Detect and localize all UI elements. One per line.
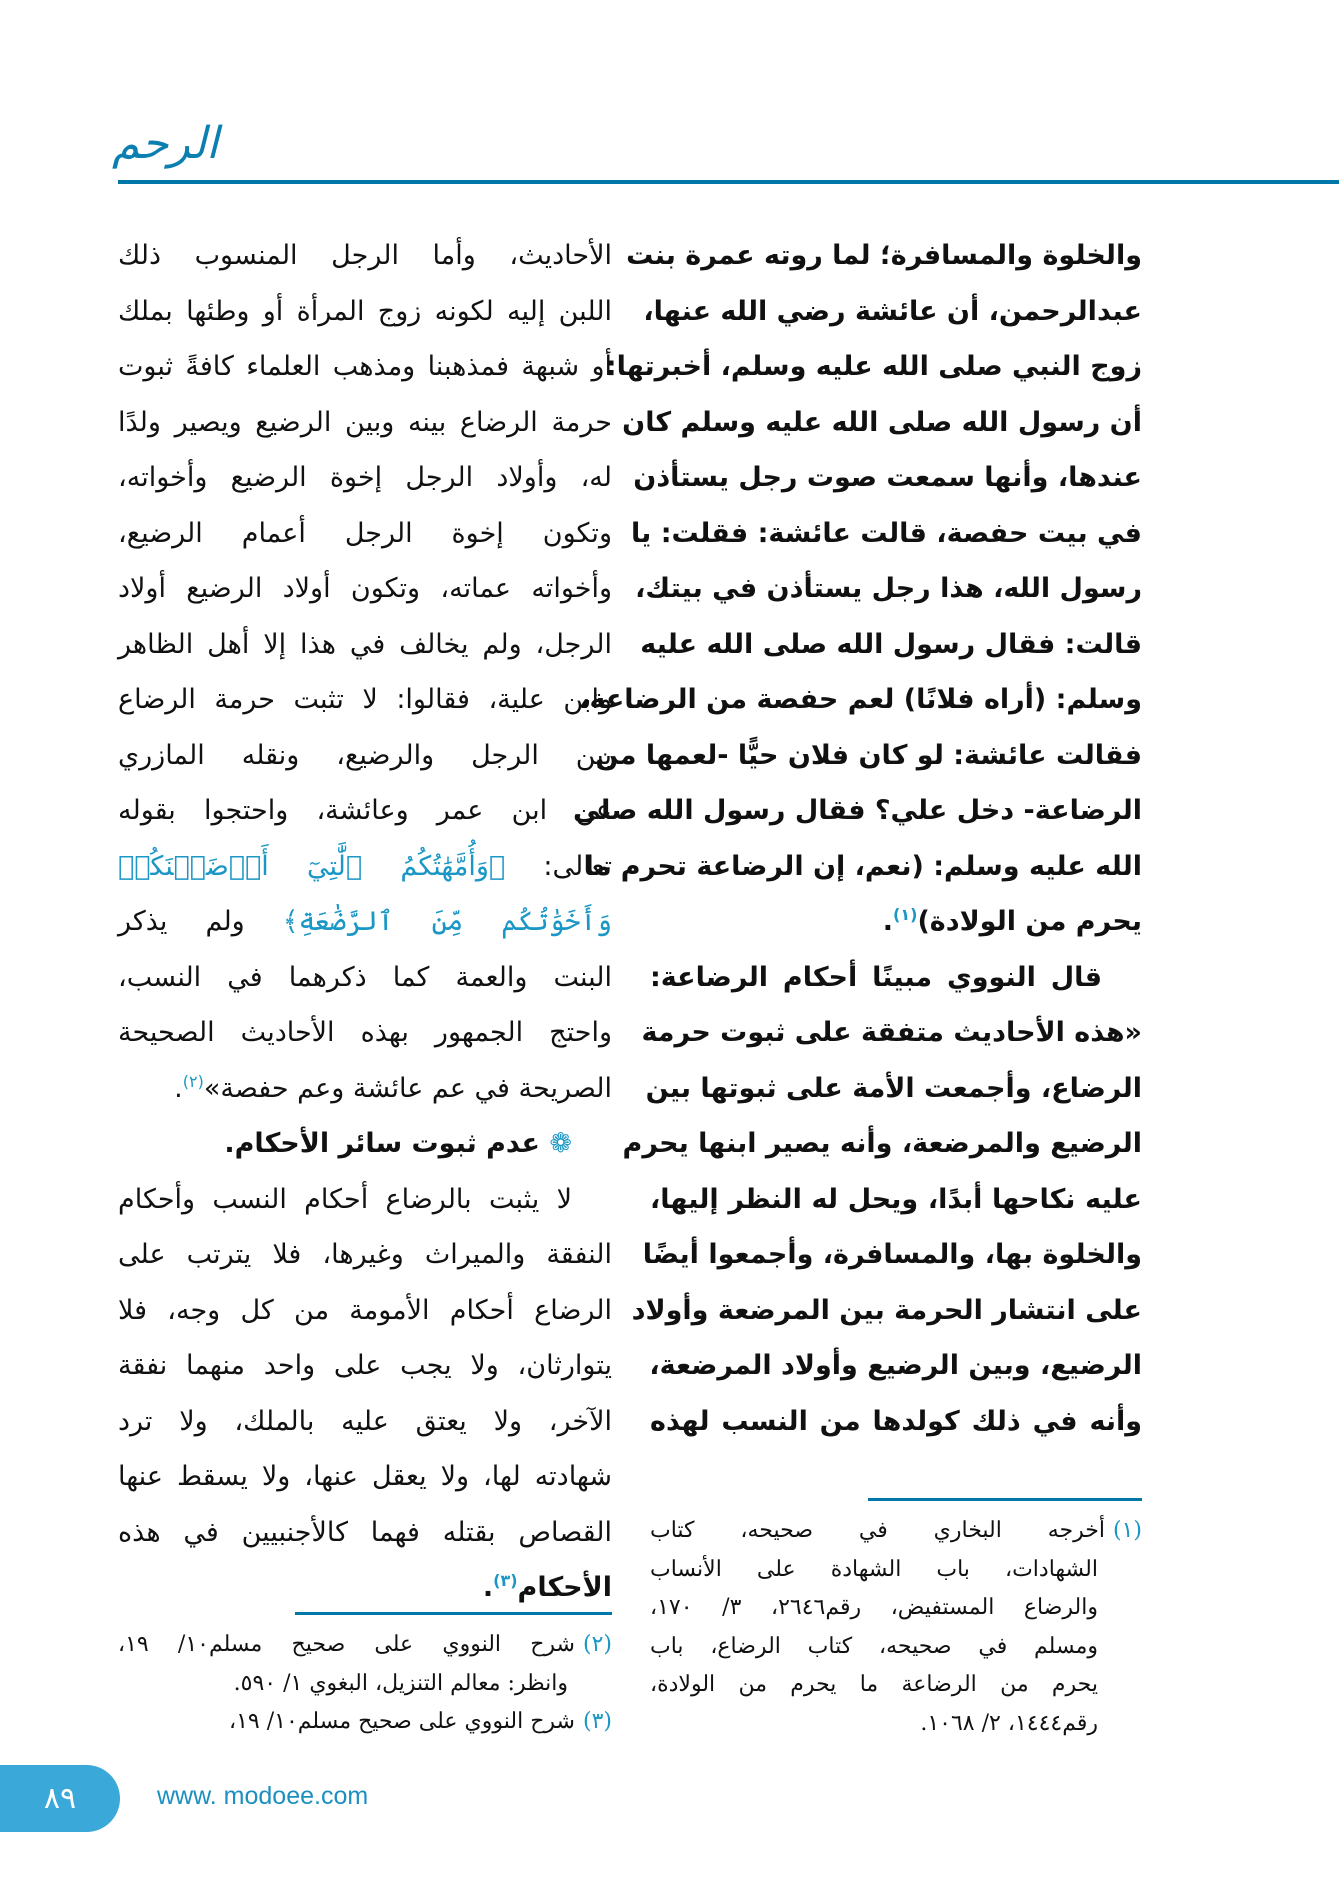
line-text: قال النووي مبينًا أحكام الرضاعة: (650, 961, 1102, 993)
line-text: الرضاع أحكام الأمومة من كل وجه، فلا (118, 1294, 612, 1326)
text-line (118, 1449, 612, 1505)
flower-bullet-icon: ❁ (549, 1128, 572, 1159)
header-rule (118, 180, 1339, 184)
text-line (118, 1560, 612, 1616)
text-line (118, 839, 612, 895)
footnote-rule-right (868, 1498, 1142, 1501)
text-line (650, 1394, 1142, 1450)
line-text: الرضيع، وبين الرضيع وأولاد المرضعة، (649, 1350, 1142, 1381)
text-line (118, 561, 612, 617)
line-text: الآخر، ولا يعتق عليه بالملك، ولا ترد (118, 1405, 612, 1437)
text-line (633, 450, 1142, 506)
line-text: بين الرجل والرضيع، ونقله المازري (118, 739, 612, 771)
footnote-line (118, 1703, 612, 1742)
line-text: لا يثبت بالرضاع أحكام النسب وأحكام (118, 1183, 572, 1215)
line-text: القصاص بقتله فهما كالأجنبيين في هذه (118, 1516, 612, 1548)
footnote-number: (٢) (583, 1632, 613, 1657)
text-line (641, 1005, 1142, 1061)
text-line (118, 950, 612, 1006)
footnote-line (650, 1666, 1142, 1705)
footnote-ref: (١) (893, 905, 918, 924)
footnote-line (650, 1512, 1142, 1551)
text-line (635, 561, 1142, 617)
text-line (118, 1394, 612, 1450)
line-text: الأحاديث، وأما الرجل المنسوب ذلك (118, 240, 612, 271)
line-text: له، وأولاد الرجل إخوة الرضيع وأخواته، (118, 462, 612, 493)
footnote-line (650, 1551, 1142, 1590)
text-line (118, 1227, 612, 1283)
line-text: تعالى: (505, 850, 612, 882)
text-line (626, 228, 1142, 284)
line-text: أو شبهة فمذهبنا ومذهب العلماء كافةً ثبوت (118, 351, 612, 382)
text-line (645, 1061, 1142, 1117)
line-text: والخلوة والمسافرة؛ لما روته عمرة بنت (626, 240, 1142, 271)
line-text: الصريحة في عم عائشة وعم حفصة» (203, 1072, 612, 1104)
text-line (118, 506, 612, 562)
line-text: عدم ثبوت سائر الأحكام. (224, 1128, 550, 1159)
text-line (605, 339, 1142, 395)
line-text: الرضاعة- دخل علي؟ فقال رسول الله صلى (572, 795, 1142, 826)
text-line (118, 783, 612, 839)
text-line (584, 839, 1142, 895)
text-line (118, 1061, 612, 1117)
line-text: قالت: فقال رسول الله صلى الله عليه (640, 628, 1142, 660)
footnote-text: ومسلم في صحيحه، كتاب الرضاع، باب (650, 1633, 1098, 1659)
line-text: الرضيع والمرضعة، وأنه يصير ابنها يحرم (622, 1128, 1142, 1159)
footnote-line (650, 1628, 1142, 1667)
text-line (118, 1505, 612, 1561)
text-line (631, 506, 1142, 562)
text-line (650, 894, 1142, 950)
footnote-text: والرضاع المستفيض، رقم٢٦٤٦، ٣/ ١٧٠، (650, 1595, 1098, 1620)
line-text: الله عليه وسلم: (نعم، إن الرضاعة تحرم ما (584, 850, 1142, 882)
line-text: . (174, 1072, 183, 1104)
text-line (572, 783, 1142, 839)
chapter-title: الرحم (112, 118, 219, 169)
footnote-line (118, 1665, 612, 1704)
footnote-text: يحرم من الرضاعة ما يحرم من الولادة، (650, 1672, 1098, 1697)
text-line (118, 1338, 612, 1394)
text-line (643, 284, 1142, 340)
line-text: حرمة الرضاع بينه وبين الرضيع ويصير ولدًا (118, 406, 612, 438)
text-line (595, 728, 1142, 784)
footnote-number: (٣) (582, 1709, 612, 1734)
text-line (118, 1172, 612, 1228)
text-line (622, 395, 1142, 451)
line-text: والخلوة بها، والمسافرة، وأجمعوا أيضًا (642, 1239, 1142, 1270)
line-text: يتوارثان، ولا يجب على واحد منهما نفقة (118, 1350, 612, 1381)
text-line (118, 894, 612, 950)
text-line (118, 450, 612, 506)
footnote-text: رقم١٤٤٤، ٢/ ١٠٦٨. (920, 1710, 1098, 1736)
line-text: البنت والعمة كما ذكرهما في النسب، (118, 961, 612, 993)
text-line (118, 1283, 612, 1339)
line-text: وأخواته عماته، وتكون أولاد الرضيع أولاد (118, 573, 612, 604)
quran-verse: وَأَخَوَٰتُكُم مِّنَ ٱلرَّضَٰعَةِ﴾ (282, 906, 613, 937)
left-column (118, 228, 612, 1616)
line-text: واحتج الجمهور بهذه الأحاديث الصحيحة (118, 1017, 612, 1048)
footnote-ref: (٢) (182, 1071, 204, 1091)
text-line (118, 339, 612, 395)
footnote-text: شرح النووي على صحيح مسلم١٠/ ١٩، (228, 1709, 575, 1734)
line-text: يحرم من الولادة) (917, 906, 1142, 937)
line-text: الرضاع، وأجمعت الأمة على ثبوتها بين (645, 1072, 1142, 1104)
line-text: عليه نكاحها أبدًا، ويحل له النظر إليها، (650, 1183, 1142, 1215)
line-text: . (482, 1572, 494, 1603)
line-text: رسول الله، هذا رجل يستأذن في بيتك، (635, 573, 1142, 604)
footnotes-right (650, 1512, 1142, 1743)
footnote-text: وانظر: معالم التنزيل، البغوي ١/ ٥٩٠. (233, 1670, 568, 1696)
footnote-rule-left (295, 1612, 612, 1615)
line-text: الرجل، ولم يخالف في هذا إلا أهل الظاهر (118, 628, 612, 660)
line-text: اللبن إليه لكونه زوج المرأة أو وطئها بملك (118, 295, 612, 327)
line-text: في بيت حفصة، قالت عائشة: فقلت: يا (631, 517, 1142, 549)
page-number-badge (0, 1765, 120, 1832)
line-text: شهادته لها، ولا يعقل عنها، ولا يسقط عنها (118, 1461, 612, 1492)
right-column (572, 228, 1142, 1449)
footnote-text: الشهادات، باب الشهادة على الأنساب (650, 1556, 1098, 1582)
footnote-text: شرح النووي على صحيح مسلم١٠/ ١٩، (118, 1632, 575, 1657)
line-text: النفقة والميراث وغيرها، فلا يترتب على (118, 1239, 612, 1270)
text-line (118, 617, 612, 673)
line-text: وتكون إخوة الرجل أعمام الرضيع، (118, 517, 612, 549)
text-line (579, 672, 1142, 728)
text-line (118, 228, 612, 284)
text-line (640, 617, 1142, 673)
line-text: أن رسول الله صلى الله عليه وسلم كان (622, 406, 1142, 438)
line-text: عبدالرحمن، أن عائشة رضي الله عنها، (643, 295, 1142, 327)
line-text: عندها، وأنها سمعت صوت رجل يستأذن (633, 462, 1142, 493)
line-text: عن ابن عمر وعائشة، واحتجوا بقوله (118, 795, 612, 826)
footnote-line (650, 1705, 1142, 1744)
text-line (631, 1283, 1142, 1339)
line-text: ولم يذكر (118, 906, 283, 937)
line-text: الأحكام (517, 1572, 612, 1603)
line-text: وأنه في ذلك كولدها من النسب لهذه (650, 1405, 1142, 1437)
text-line (642, 1227, 1142, 1283)
line-text: فقالت عائشة: لو كان فلان حيًّا -لعمها من (595, 739, 1142, 771)
line-text: زوج النبي صلى الله عليه وسلم، أخبرتها: (605, 351, 1142, 382)
footnote-line (650, 1589, 1142, 1628)
line-text: على انتشار الحرمة بين المرضعة وأولاد (631, 1294, 1142, 1326)
footnote-number: (١) (1112, 1518, 1142, 1543)
footnotes-left (118, 1626, 612, 1742)
page-number: ٨٩ (43, 1781, 77, 1816)
text-line (650, 1338, 1142, 1394)
line-text: وابن علية، فقالوا: لا تثبت حرمة الرضاع (118, 684, 612, 715)
line-text: «هذه الأحاديث متفقة على ثبوت حرمة (641, 1017, 1142, 1048)
line-text: وسلم: (أراه فلانًا) لعم حفصة من الرضاعة، (579, 684, 1142, 715)
quran-verse: ﴿وَأُمَّهَٰتُكُمُ ٱلَّٰتِيٓ أَرۡضَعۡنَكُمۡ (118, 850, 506, 882)
text-line (118, 728, 612, 784)
text-line (118, 672, 612, 728)
line-text: . (882, 906, 894, 937)
text-line (650, 950, 1142, 1006)
footnote-ref: (٣) (493, 1571, 518, 1590)
footnote-text: أخرجه البخاري في صحيحه، كتاب (650, 1518, 1105, 1543)
footnote-line (118, 1626, 612, 1665)
text-line (650, 1172, 1142, 1228)
text-line (118, 1005, 612, 1061)
text-line (118, 284, 612, 340)
text-line (622, 1116, 1142, 1172)
website-url: www. modoee.com (157, 1782, 369, 1810)
text-line (118, 1116, 612, 1172)
text-line (118, 395, 612, 451)
